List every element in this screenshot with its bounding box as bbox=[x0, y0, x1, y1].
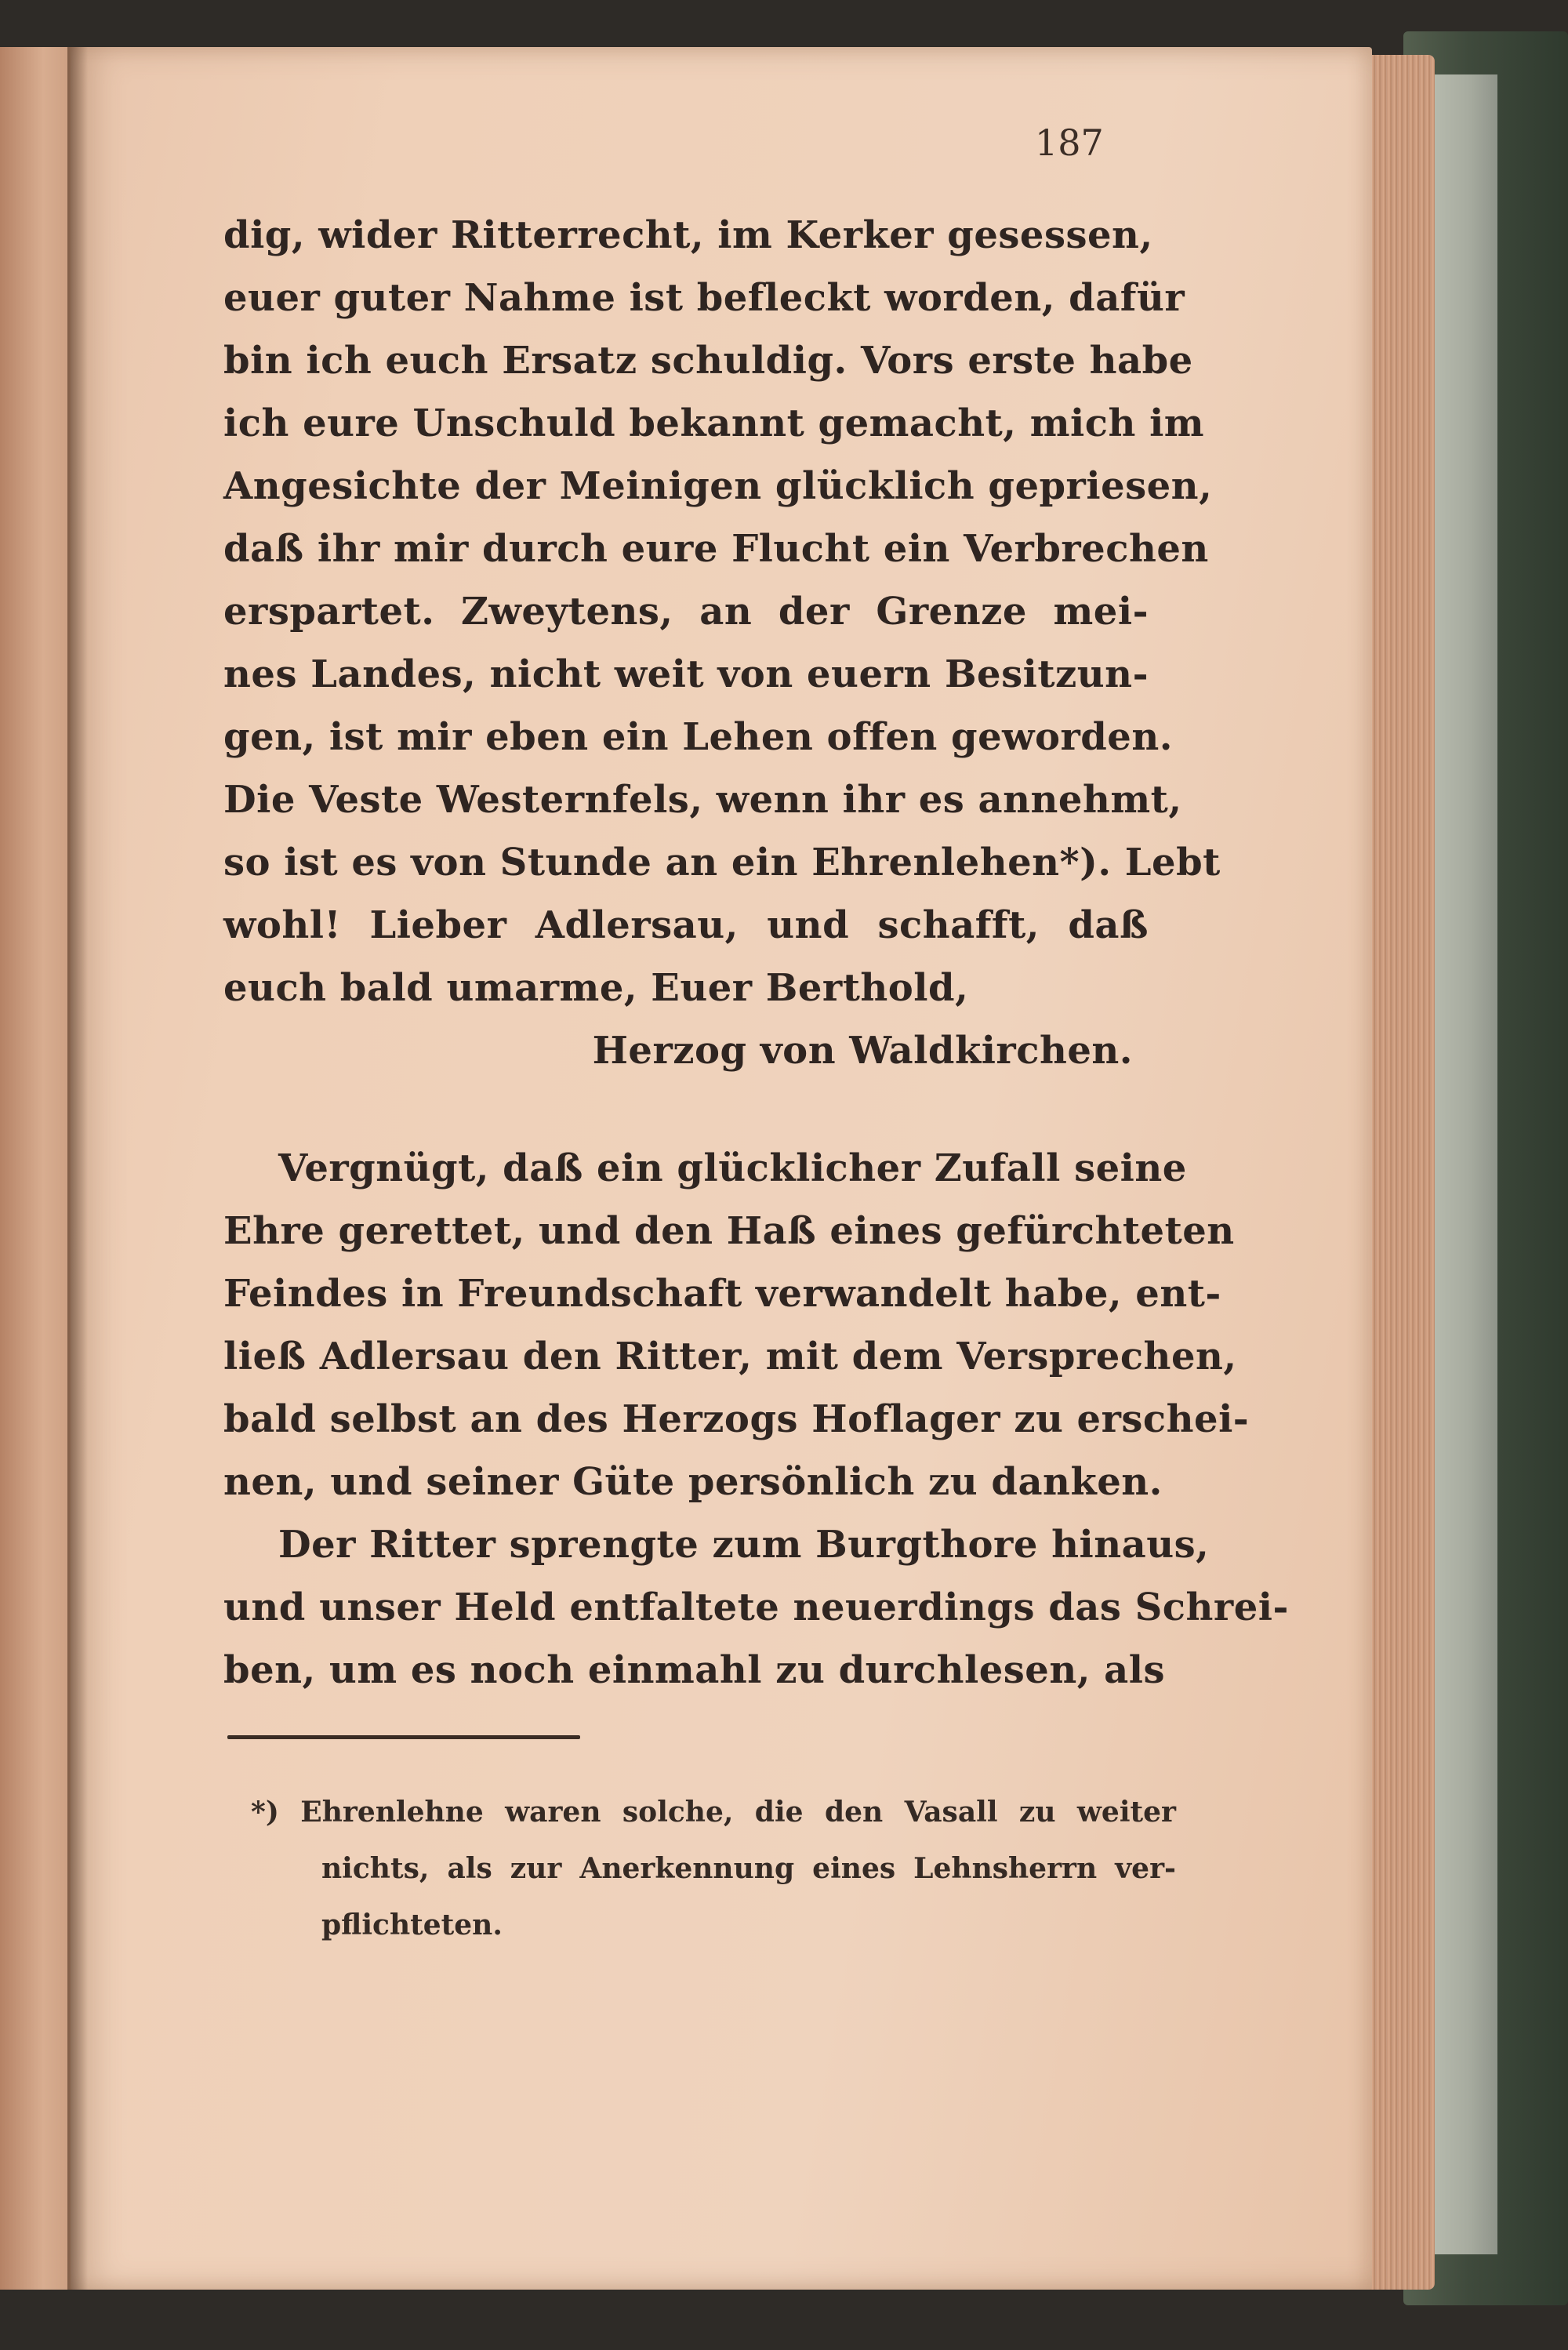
left-page-edge bbox=[0, 47, 78, 2290]
text-line: gen, ist mir eben ein Lehen offen geworden. bbox=[223, 715, 1173, 759]
body-text bbox=[223, 204, 1289, 1702]
text-line: Der Ritter sprengte zum Burgthore hinaus, bbox=[278, 1523, 1210, 1567]
text-line: bald selbst an des Herzogs Hoflager zu erschei- bbox=[223, 1397, 1250, 1441]
text-line: nes Landes, nicht weit von euern Besitzun- bbox=[223, 652, 1149, 696]
text-line: Vergnügt, daß ein glücklicher Zufall seine bbox=[278, 1146, 1187, 1190]
text-line: nen, und seiner Güte persönlich zu danken. bbox=[223, 1460, 1163, 1504]
text-line: Die Veste Westernfels, wenn ihr es annehmt, bbox=[223, 778, 1182, 822]
text-line: ließ Adlersau den Ritter, mit dem Versprechen, bbox=[223, 1335, 1237, 1378]
text-line: und unser Held entfaltete neuerdings das Schrei- bbox=[223, 1585, 1289, 1629]
footnote bbox=[251, 1784, 1176, 1953]
text-line: erspartet. Zweytens, an der Grenze mei- bbox=[223, 590, 1149, 634]
footnote-line: nichts, als zur Anerkennung eines Lehnsherrn ver- bbox=[321, 1852, 1176, 1885]
text-line: so ist es von Stunde an ein Ehrenlehen*). Lebt bbox=[223, 841, 1221, 884]
paragraph-spacer bbox=[223, 1082, 1149, 1137]
text-line: wohl! Lieber Adlersau, und schafft, daß bbox=[223, 903, 1149, 947]
signature-line: Herzog von Waldkirchen. bbox=[592, 1029, 1133, 1073]
text-line: euch bald umarme, Euer Berthold, bbox=[223, 966, 969, 1010]
text-line: ich eure Unschuld bekannt gemacht, mich im bbox=[223, 401, 1205, 445]
text-line: ben, um es noch einmahl zu durchlesen, als bbox=[223, 1648, 1166, 1692]
text-line: Ehre gerettet, und den Haß eines gefürchteten bbox=[223, 1209, 1235, 1253]
text-line: bin ich euch Ersatz schuldig. Vors erste habe bbox=[223, 339, 1193, 383]
text-line: Feindes in Freundschaft verwandelt habe, ent- bbox=[223, 1272, 1221, 1316]
footnote-line: *) Ehrenlehne waren solche, die den Vasall zu weiter bbox=[251, 1796, 1176, 1829]
text-line: dig, wider Ritterrecht, im Kerker gesessen, bbox=[223, 213, 1153, 257]
footnote-rule bbox=[227, 1735, 580, 1739]
footnote-line: pflichteten. bbox=[321, 1909, 503, 1941]
text-line: Angesichte der Meinigen glücklich gepriesen, bbox=[223, 464, 1213, 508]
page-number: 187 bbox=[1035, 122, 1104, 164]
cover-board-edge bbox=[1427, 74, 1497, 2254]
text-line: daß ihr mir durch eure Flucht ein Verbrechen bbox=[223, 527, 1209, 571]
page-gutter bbox=[67, 47, 88, 2290]
text-line: euer guter Nahme ist befleckt worden, dafür bbox=[223, 276, 1185, 320]
